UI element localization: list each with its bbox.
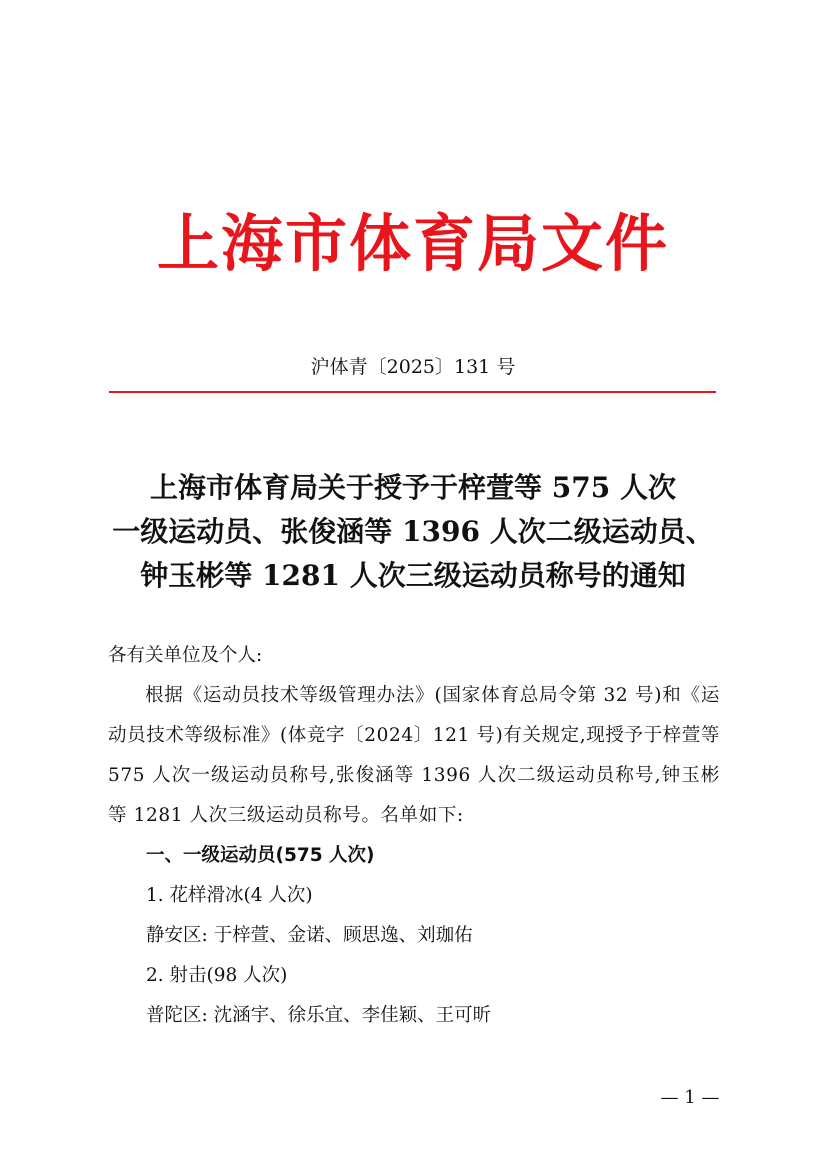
salutation: 各有关单位及个人: xyxy=(108,645,263,666)
list-item-names: 静安区: 于梓萱、金诺、顾思逸、刘珈佑 xyxy=(146,925,473,946)
document-number: 沪体青〔2025〕131 号 xyxy=(310,356,516,378)
list-item-title: 1. 花样滑冰(4 人次) xyxy=(146,885,313,906)
red-divider-line xyxy=(109,391,716,393)
document-masthead: 上海市体育局文件 xyxy=(156,207,669,280)
title-line-2: 一级运动员、张俊涵等 1396 人次二级运动员、 xyxy=(112,515,714,548)
list-item-names: 普陀区: 沈涵宇、徐乐宜、李佳颖、王可昕 xyxy=(146,1005,492,1026)
title-line-1: 上海市体育局关于授予于梓萱等 575 人次 xyxy=(150,471,676,504)
page-number: — 1 — xyxy=(660,1087,720,1108)
title-line-3: 钟玉彬等 1281 人次三级运动员称号的通知 xyxy=(140,559,686,592)
list-item-title: 2. 射击(98 人次) xyxy=(146,965,288,986)
document-title xyxy=(90,466,736,598)
intro-paragraph: 根据《运动员技术等级管理办法》(国家体育总局令第 32 号)和《运动员技术等级标准》(体竞字〔2024〕121 号)有关规定,现授予于梓萱等 575 人次一级运动员称号,张俊涵等 1396 人次二级运动员称号,钟玉彬等 1281 人次三级运动员称号。名单如下: xyxy=(108,685,720,826)
document-body xyxy=(108,636,720,1036)
section-heading-first-level: 一、一级运动员(575 人次) xyxy=(146,845,375,866)
